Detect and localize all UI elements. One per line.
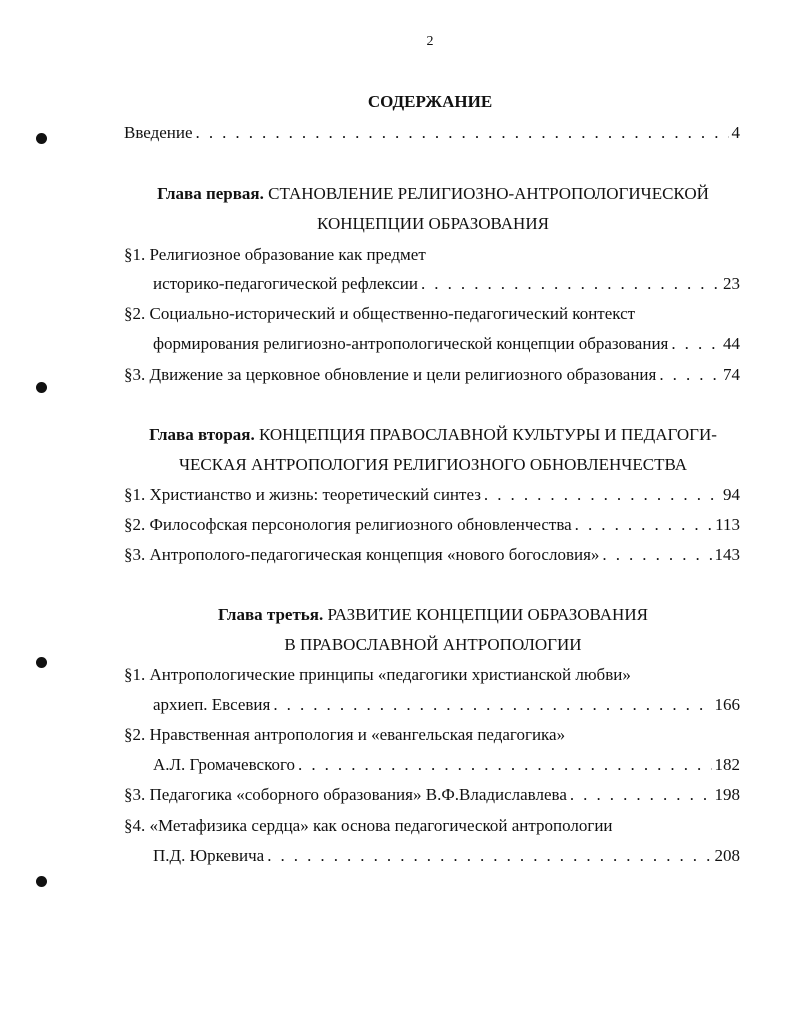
toc-entry-page: 44 bbox=[723, 334, 740, 353]
toc-entry-page: 198 bbox=[714, 785, 740, 804]
dot-leader bbox=[659, 364, 720, 386]
dot-leader bbox=[421, 273, 720, 295]
toc-section-line: §1. Религиозное образование как предмет bbox=[124, 245, 426, 264]
dot-leader bbox=[570, 784, 712, 806]
toc-entry bbox=[153, 694, 740, 716]
toc-entry-title: §3. Движение за церковное обновление и цели религиозного образования bbox=[124, 365, 657, 384]
chapter-title: РАЗВИТИЕ КОНЦЕПЦИИ ОБРАЗОВАНИЯ bbox=[327, 605, 648, 624]
dot-leader bbox=[298, 754, 711, 776]
toc-entry-page: 4 bbox=[731, 123, 740, 142]
dot-leader bbox=[484, 484, 720, 506]
toc-entry-page: 166 bbox=[714, 695, 740, 714]
binder-hole-mark bbox=[36, 133, 47, 144]
toc-entry-page: 208 bbox=[714, 846, 740, 865]
toc-entry-title: §3. Антрополого-педагогическая концепция «нового богословия» bbox=[124, 545, 600, 564]
chapter-1-heading-cont: КОНЦЕПЦИИ ОБРАЗОВАНИЯ bbox=[317, 214, 549, 233]
toc-entry bbox=[124, 784, 740, 806]
toc-entry-title: Введение bbox=[124, 123, 193, 142]
chapter-title: КОНЦЕПЦИЯ ПРАВОСЛАВНОЙ КУЛЬТУРЫ И ПЕДАГОГИ- bbox=[258, 425, 717, 444]
toc-entry-title: §1. Христианство и жизнь: теоретический синтез bbox=[124, 485, 481, 504]
toc-entry-title: П.Д. Юркевича bbox=[153, 846, 265, 865]
toc-section-line: §2. Нравственная антропология и «евангельская педагогика» bbox=[124, 725, 566, 744]
page-title: СОДЕРЖАНИЕ bbox=[367, 92, 493, 111]
toc-entry-title: формирования религиозно-антропологической концепции образования bbox=[153, 334, 669, 353]
dot-leader bbox=[196, 122, 729, 144]
binder-hole-mark bbox=[36, 382, 47, 393]
toc-entry-title: §2. Философская персонология религиозного обновленчества bbox=[124, 515, 572, 534]
toc-entry bbox=[124, 514, 740, 536]
chapter-2-heading bbox=[0, 424, 799, 446]
toc-entry-title: А.Л. Громачевского bbox=[153, 755, 296, 774]
toc-section-line: §2. Социально-исторический и общественно-педагогический контекст bbox=[124, 304, 636, 323]
toc-entry bbox=[153, 273, 740, 295]
toc-entry-title: архиеп. Евсевия bbox=[153, 695, 271, 714]
toc-entry bbox=[153, 754, 740, 776]
dot-leader bbox=[267, 845, 711, 867]
toc-entry bbox=[153, 333, 740, 355]
chapter-label: Глава третья. bbox=[218, 605, 324, 624]
dot-leader bbox=[575, 514, 712, 536]
dot-leader bbox=[602, 544, 711, 566]
toc-entry bbox=[124, 484, 740, 506]
chapter-title: СТАНОВЛЕНИЕ РЕЛИГИОЗНО-АНТРОПОЛОГИЧЕСКОЙ bbox=[268, 184, 709, 203]
toc-entry-page: 143 bbox=[714, 545, 740, 564]
toc-section-line: §1. Антропологические принципы «педагогики христианской любви» bbox=[124, 665, 631, 684]
chapter-3-heading-cont: В ПРАВОСЛАВНОЙ АНТРОПОЛОГИИ bbox=[284, 635, 582, 654]
binder-hole-mark bbox=[36, 876, 47, 887]
toc-entry bbox=[153, 845, 740, 867]
toc-entry-title: §3. Педагогика «соборного образования» В.Ф.Владиславлева bbox=[124, 785, 567, 804]
toc-entry-page: 94 bbox=[723, 485, 740, 504]
toc-entry-page: 23 bbox=[723, 274, 740, 293]
binder-hole-mark bbox=[36, 657, 47, 668]
toc-entry-page: 182 bbox=[714, 755, 740, 774]
chapter-2-heading-cont: ЧЕСКАЯ АНТРОПОЛОГИЯ РЕЛИГИОЗНОГО ОБНОВЛЕНЧЕСТВА bbox=[178, 455, 688, 474]
chapter-label: Глава вторая. bbox=[149, 425, 255, 444]
chapter-label: Глава первая. bbox=[157, 184, 264, 203]
page-number: 2 bbox=[426, 34, 434, 49]
toc-section-line: §4. «Метафизика сердца» как основа педагогической антропологии bbox=[124, 816, 613, 835]
toc-entry bbox=[124, 364, 740, 386]
toc-entry-page: 113 bbox=[715, 515, 740, 534]
toc-entry-intro bbox=[124, 122, 740, 144]
toc-entry bbox=[124, 544, 740, 566]
toc-entry-page: 74 bbox=[723, 365, 740, 384]
toc-entry-title: историко-педагогической рефлексии bbox=[153, 274, 418, 293]
dot-leader bbox=[671, 333, 720, 355]
chapter-1-heading bbox=[0, 183, 799, 205]
chapter-3-heading bbox=[0, 604, 799, 626]
dot-leader bbox=[273, 694, 711, 716]
